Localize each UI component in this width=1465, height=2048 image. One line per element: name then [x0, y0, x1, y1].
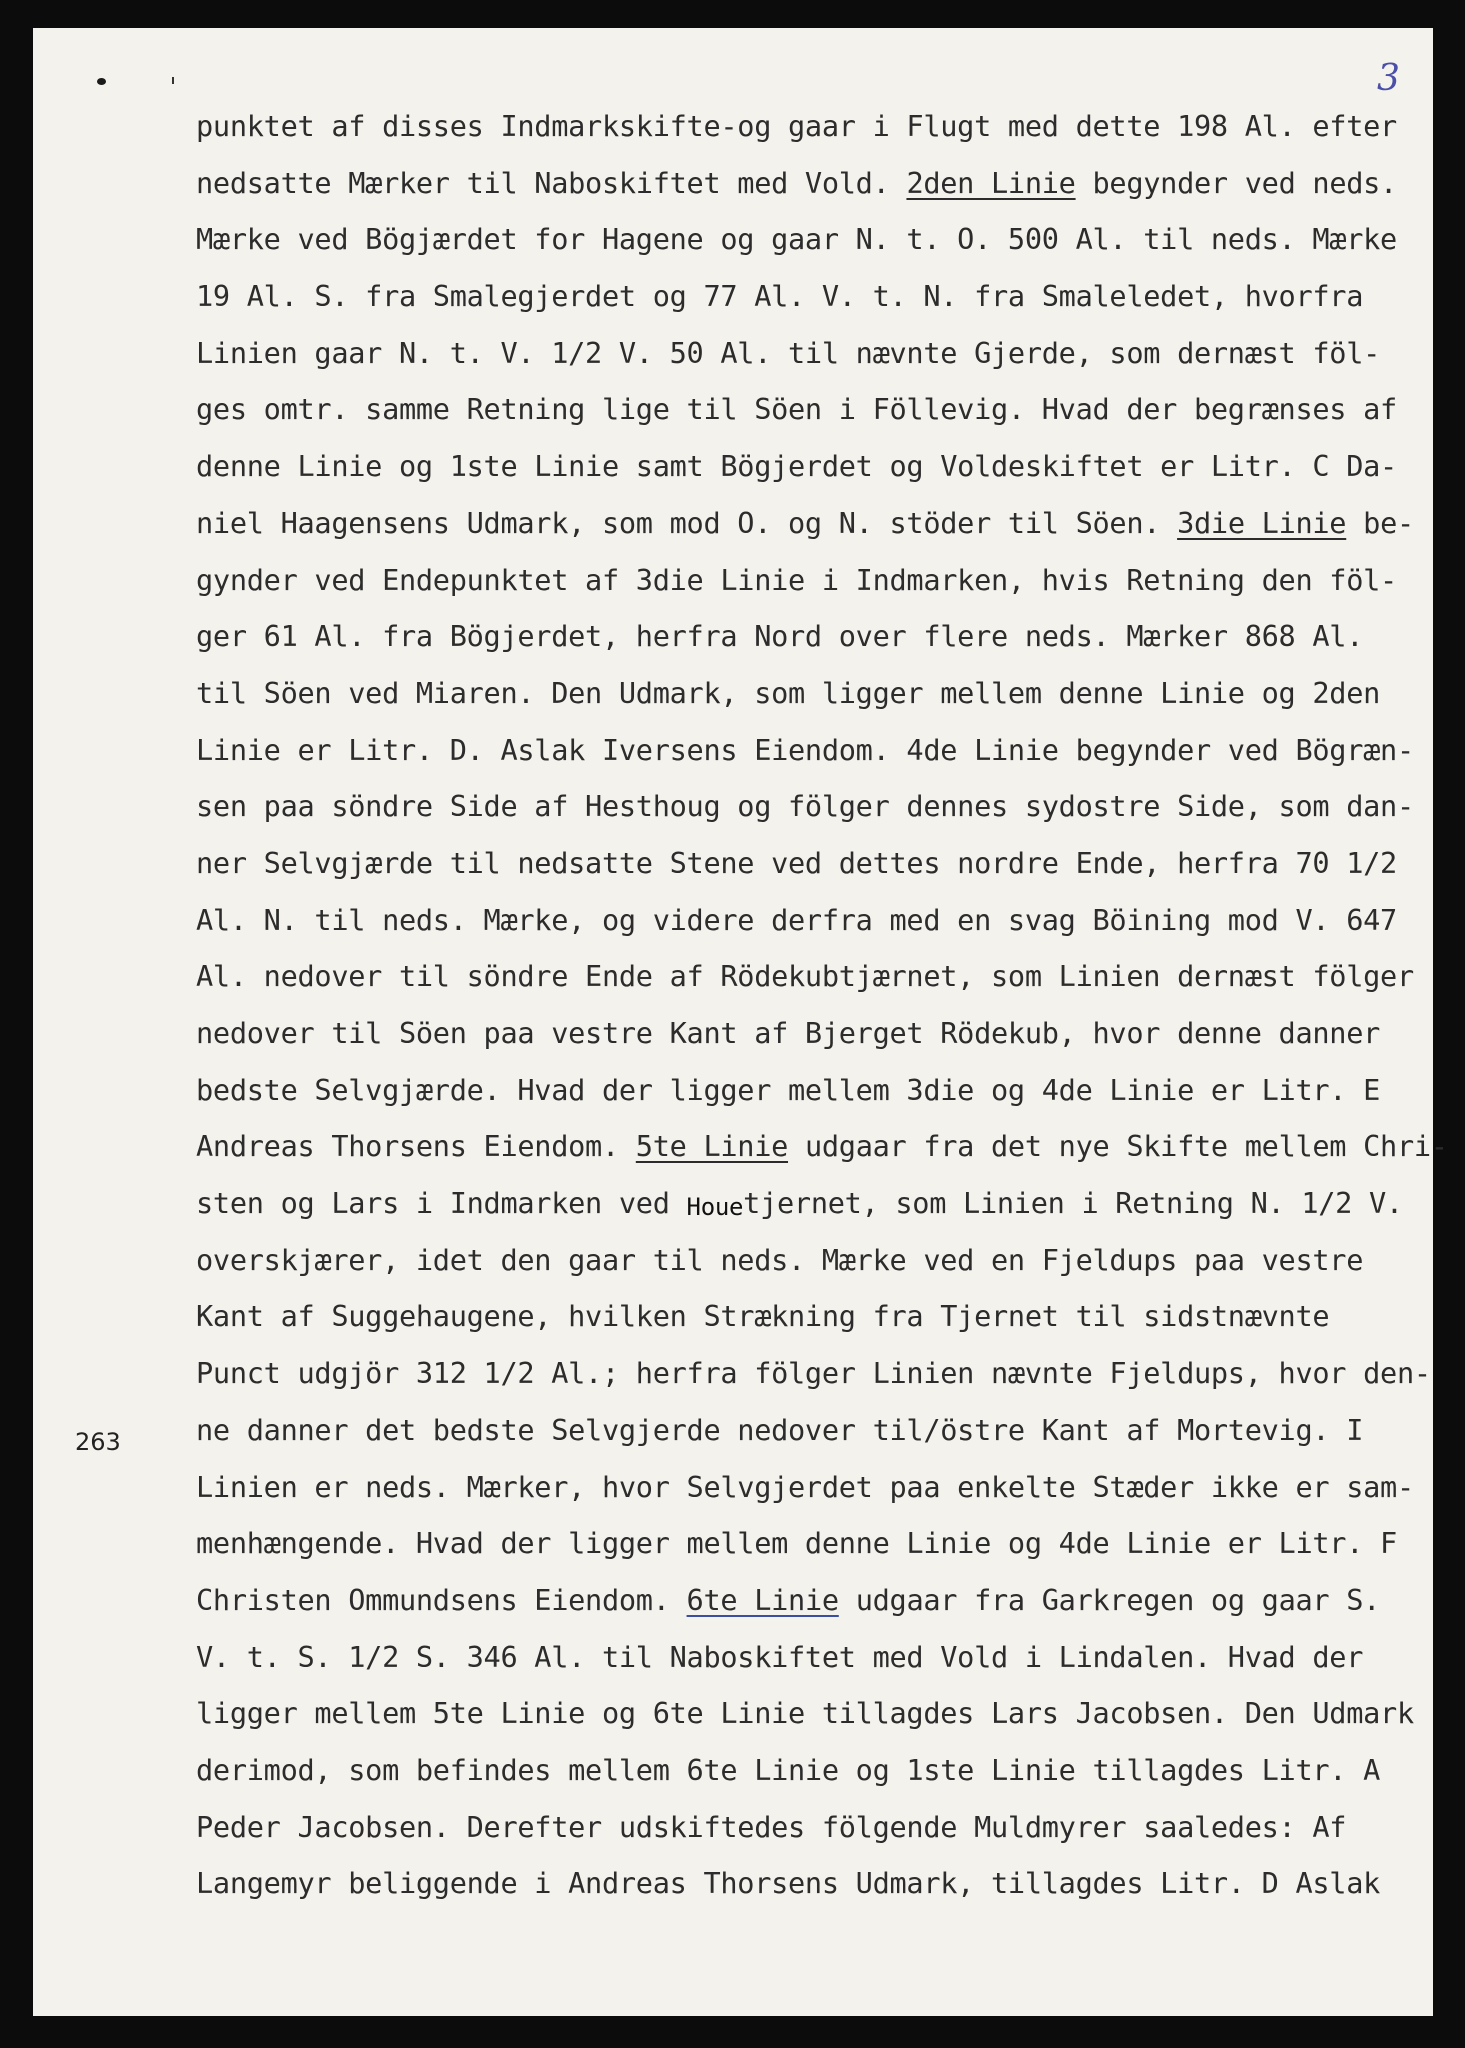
handwritten-insert: Houe — [686, 1193, 744, 1222]
text-line — [196, 381, 1406, 438]
text-line — [196, 608, 1406, 665]
text-segment: Kant af Suggehaugene, hvilken Strækning fra Tjernet til sidstnævnte — [196, 1299, 1330, 1334]
underlined-heading: 3die Linie — [1177, 505, 1347, 540]
text-segment: bedste Selvgjærde. Hvad der ligger mellem 3die og 4de Linie er Litr. E — [196, 1072, 1381, 1107]
text-segment: menhængende. Hvad der ligger mellem denne Linie og 4de Linie er Litr. F — [196, 1526, 1397, 1561]
text-line — [196, 268, 1406, 325]
text-segment: udgaar fra Garkregen og gaar S. — [838, 1582, 1381, 1617]
text-line — [196, 1855, 1406, 1912]
text-line — [196, 1742, 1406, 1799]
text-segment: gynder ved Endepunktet af 3die Linie i Indmarken, hvis Retning den föl- — [196, 562, 1397, 597]
text-segment: Punct udgjör 312 1/2 Al.; herfra fölger Linien nævnte Fjeldups, hvor den- — [196, 1356, 1431, 1391]
text-segment: til Söen ved Miaren. Den Udmark, som ligger mellem denne Linie og 2den — [196, 675, 1381, 710]
text-segment: tjernet, som Linien i Retning N. 1/2 V. — [743, 1186, 1403, 1221]
text-line — [196, 438, 1406, 495]
text-segment: nedsatte Mærker til Naboskiftet med Vold. — [196, 165, 907, 200]
text-segment: nedover til Söen paa vestre Kant af Bjerget Rödekub, hvor denne danner — [196, 1016, 1381, 1050]
text-segment: Christen Ommundsens Eiendom. — [196, 1582, 687, 1617]
text-segment: niel Haagensens Udmark, som mod O. og N. stöder til Söen. — [196, 505, 1178, 540]
text-segment: ner Selvgjærde til nedsatte Stene ved dettes nordre Ende, herfra 70 1/2 — [196, 845, 1397, 880]
text-segment: Mærke ved Bögjærdet for Hagene og gaar N. t. O. 500 Al. til neds. Mærke — [196, 222, 1397, 257]
text-line — [196, 665, 1406, 722]
text-line — [196, 1799, 1406, 1856]
text-line — [196, 1515, 1406, 1572]
ink-mark — [97, 78, 106, 85]
text-segment: denne Linie og 1ste Linie samt Bögjerdet og Voldeskiftet er Litr. C Da- — [196, 449, 1397, 484]
text-segment: ligger mellem 5te Linie og 6te Linie tillagdes Lars Jacobsen. Den Udmark — [196, 1696, 1414, 1731]
text-segment: derimod, som befindes mellem 6te Linie og 1ste Linie tillagdes Litr. A — [196, 1752, 1381, 1787]
text-line — [196, 722, 1414, 779]
text-line — [196, 1062, 1406, 1119]
text-line — [196, 1345, 1431, 1402]
text-segment: sten og Lars i Indmarken ved — [196, 1186, 687, 1221]
text-segment: Peder Jacobsen. Derefter udskiftedes fölgende Muldmyrer saaledes: Af — [196, 1809, 1347, 1844]
text-line — [196, 155, 1406, 212]
text-segment: Linie er Litr. D. Aslak Iversens Eiendom. 4de Linie begynder ved Bögræn- — [196, 732, 1414, 767]
underlined-heading: 6te Linie — [686, 1582, 839, 1617]
text-segment: Al. nedover til söndre Ende af Rödekubtjærnet, som Linien dernæst fölger — [196, 959, 1414, 994]
text-line — [196, 1175, 1406, 1232]
text-line — [196, 552, 1406, 609]
page-number: 3 — [1377, 58, 1400, 99]
document-body — [196, 98, 1448, 1912]
text-segment: ges omtr. samme Retning lige til Söen i Föllevig. Hvad der begrænses af — [196, 392, 1397, 427]
text-segment: Langemyr beliggende i Andreas Thorsens Udmark, tillagdes Litr. D Aslak — [196, 1866, 1381, 1901]
text-line — [196, 211, 1406, 268]
text-segment: punktet af disses Indmarkskifte-og gaar i Flugt med dette 198 Al. efter — [196, 109, 1397, 143]
underlined-heading: 5te Linie — [635, 1129, 789, 1164]
text-segment: Linien er neds. Mærker, hvor Selvgjerdet paa enkelte Stæder ikke er sam- — [196, 1469, 1414, 1504]
text-line — [196, 1288, 1406, 1345]
ink-mark — [172, 77, 174, 84]
text-segment: begynder ved neds. — [1075, 165, 1397, 200]
text-line — [196, 778, 1414, 835]
text-segment: be- — [1346, 505, 1414, 540]
text-segment: 19 Al. S. fra Smalegjerdet og 77 Al. V. t. N. fra Smaleledet, hvorfra — [196, 279, 1364, 314]
text-segment: overskjærer, idet den gaar til neds. Mærke ved en Fjeldups paa vestre — [196, 1242, 1364, 1277]
text-segment: sen paa söndre Side af Hesthoug og fölger dennes sydostre Side, som dan- — [196, 789, 1414, 824]
text-line — [196, 892, 1406, 949]
text-line — [196, 1572, 1406, 1629]
text-line — [196, 325, 1406, 382]
text-line — [196, 1118, 1448, 1175]
text-line — [196, 1685, 1414, 1742]
text-segment: Andreas Thorsens Eiendom. — [196, 1129, 636, 1164]
text-line — [196, 1459, 1414, 1516]
text-segment: ger 61 Al. fra Bögjerdet, herfra Nord over flere neds. Mærker 868 Al. — [196, 619, 1364, 654]
text-line — [196, 948, 1414, 1005]
text-segment: Al. N. til neds. Mærke, og videre derfra med en svag Böining mod V. 647 — [196, 902, 1397, 937]
text-line — [196, 835, 1406, 892]
text-line — [196, 98, 1406, 155]
text-line — [196, 1232, 1406, 1289]
text-line — [196, 1402, 1406, 1459]
underlined-heading: 2den Linie — [906, 165, 1076, 200]
text-segment: ne danner det bedste Selvgjerde nedover til/östre Kant af Mortevig. I — [196, 1412, 1364, 1447]
text-line — [196, 495, 1414, 552]
text-segment: Linien gaar N. t. V. 1/2 V. 50 Al. til nævnte Gjerde, som dernæst föl- — [196, 335, 1381, 370]
text-segment: udgaar fra det nye Skifte mellem Chri- — [788, 1129, 1448, 1164]
text-line — [196, 1629, 1406, 1686]
text-segment: V. t. S. 1/2 S. 346 Al. til Naboskiftet med Vold i Lindalen. Hvad der — [196, 1639, 1364, 1674]
margin-number: 263 — [75, 1428, 121, 1456]
text-line — [196, 1005, 1406, 1062]
